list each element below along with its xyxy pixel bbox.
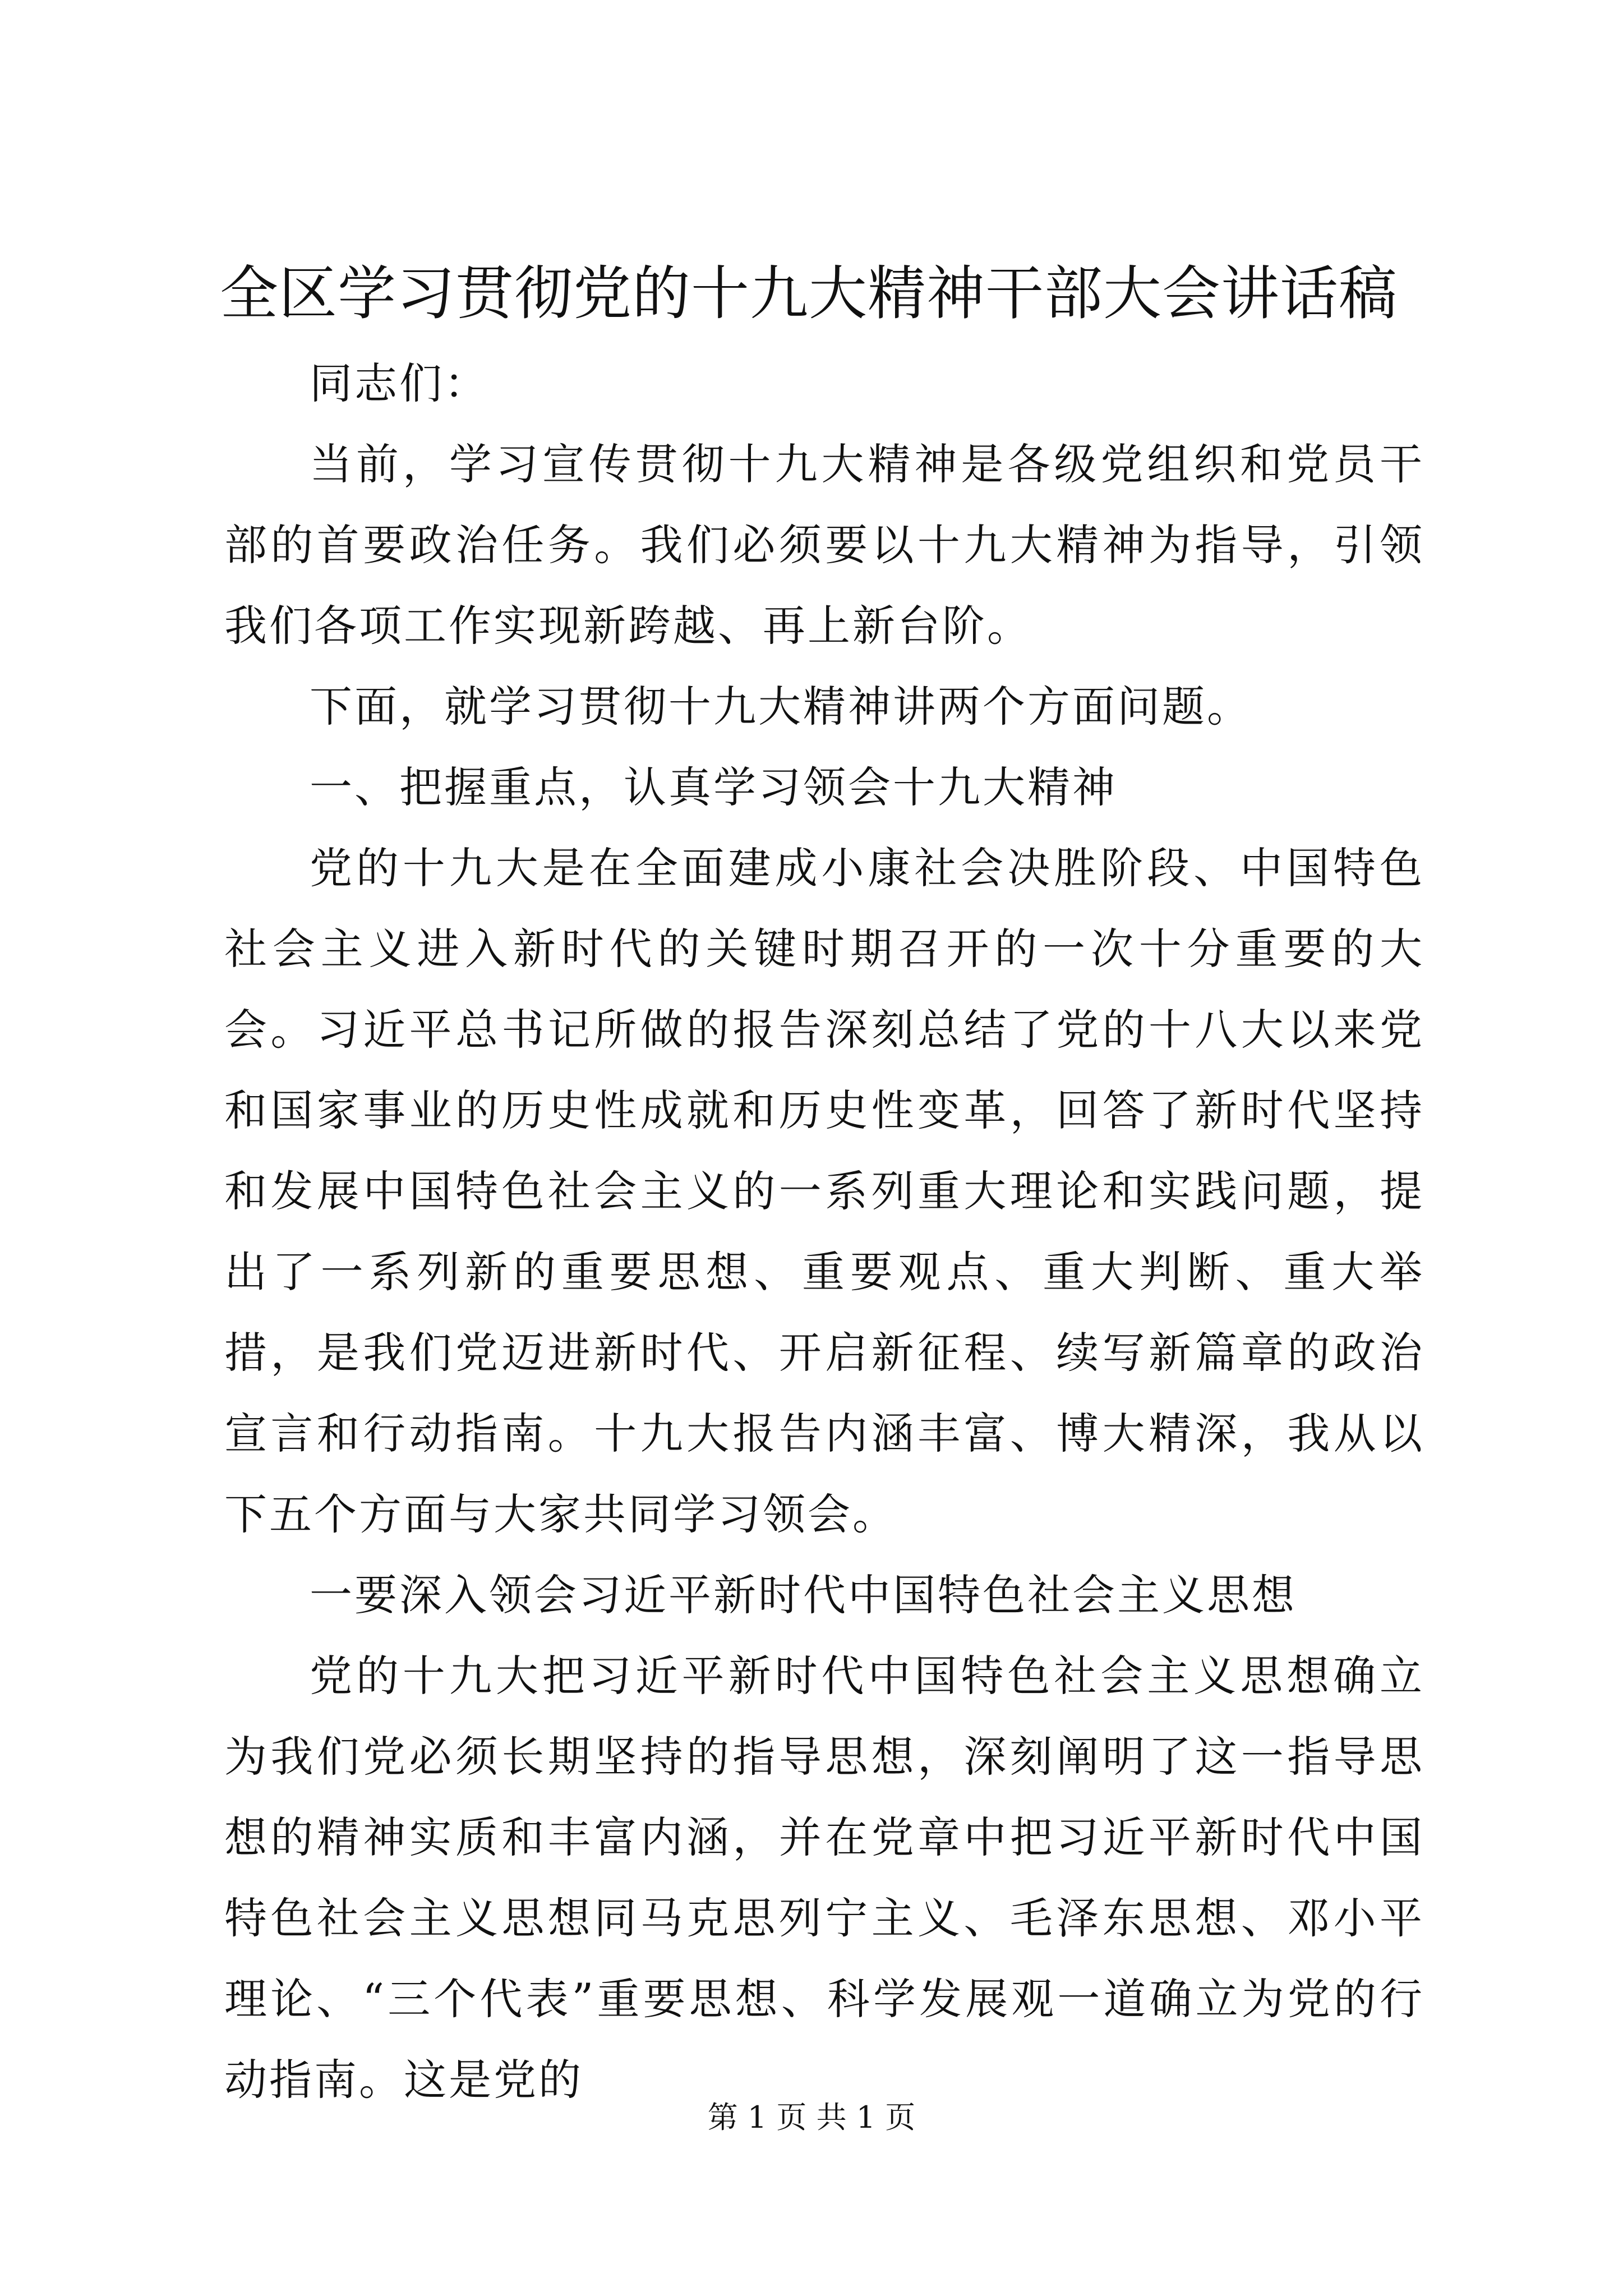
document-body: [224, 343, 1424, 2120]
page-number-label: 第 1 页 共 1 页: [707, 2100, 916, 2135]
salutation-paragraph: 同志们：: [310, 358, 489, 408]
body-paragraph: 当前，学习宣传贯彻十九大精神是各级党组织和党员干部的首要政治任务。我们必须要以十九大精神为指导，引领我们各项工作实现新跨越、再上新台阶。: [224, 439, 1424, 651]
body-paragraph: 党的十九大是在全面建成小康社会决胜阶段、中国特色社会主义进入新时代的关键时期召开的一次十分重要的大会。习近平总书记所做的报告深刻总结了党的十八大以来党和国家事业的历史性成就和历史性变革，回答了新时代坚持和发展中国特色社会主义的一系列重大理论和实践问题，提出了一系列新的重要思想、重要观点、重大判断、重大举措，是我们党迈进新时代、开启新征程、续写新篇章的政治宣言和行动指南。十九大报告内涵丰富、博大精深，我从以下五个方面与大家共同学习领会。: [224, 843, 1424, 1539]
subsection-heading: 一要深入领会习近平新时代中国特色社会主义思想: [310, 1570, 1297, 1620]
section-heading: 一、把握重点，认真学习领会十九大精神: [310, 762, 1117, 812]
body-paragraph: 党的十九大把习近平新时代中国特色社会主义思想确立为我们党必须长期坚持的指导思想，深刻阐明了这一指导思想的精神实质和丰富内涵，并在党章中把习近平新时代中国特色社会主义思想同马克思列宁主义、毛泽东思想、邓小平理论、“三个代表”重要思想、科学发展观一道确立为党的行动指南。这是党的: [224, 1651, 1424, 2105]
page-footer: [0, 2095, 1623, 2140]
document-title: 全区学习贯彻党的十九大精神干部大会讲话稿: [220, 259, 1398, 328]
body-paragraph: 下面，就学习贯彻十九大精神讲两个方面问题。: [310, 682, 1252, 731]
